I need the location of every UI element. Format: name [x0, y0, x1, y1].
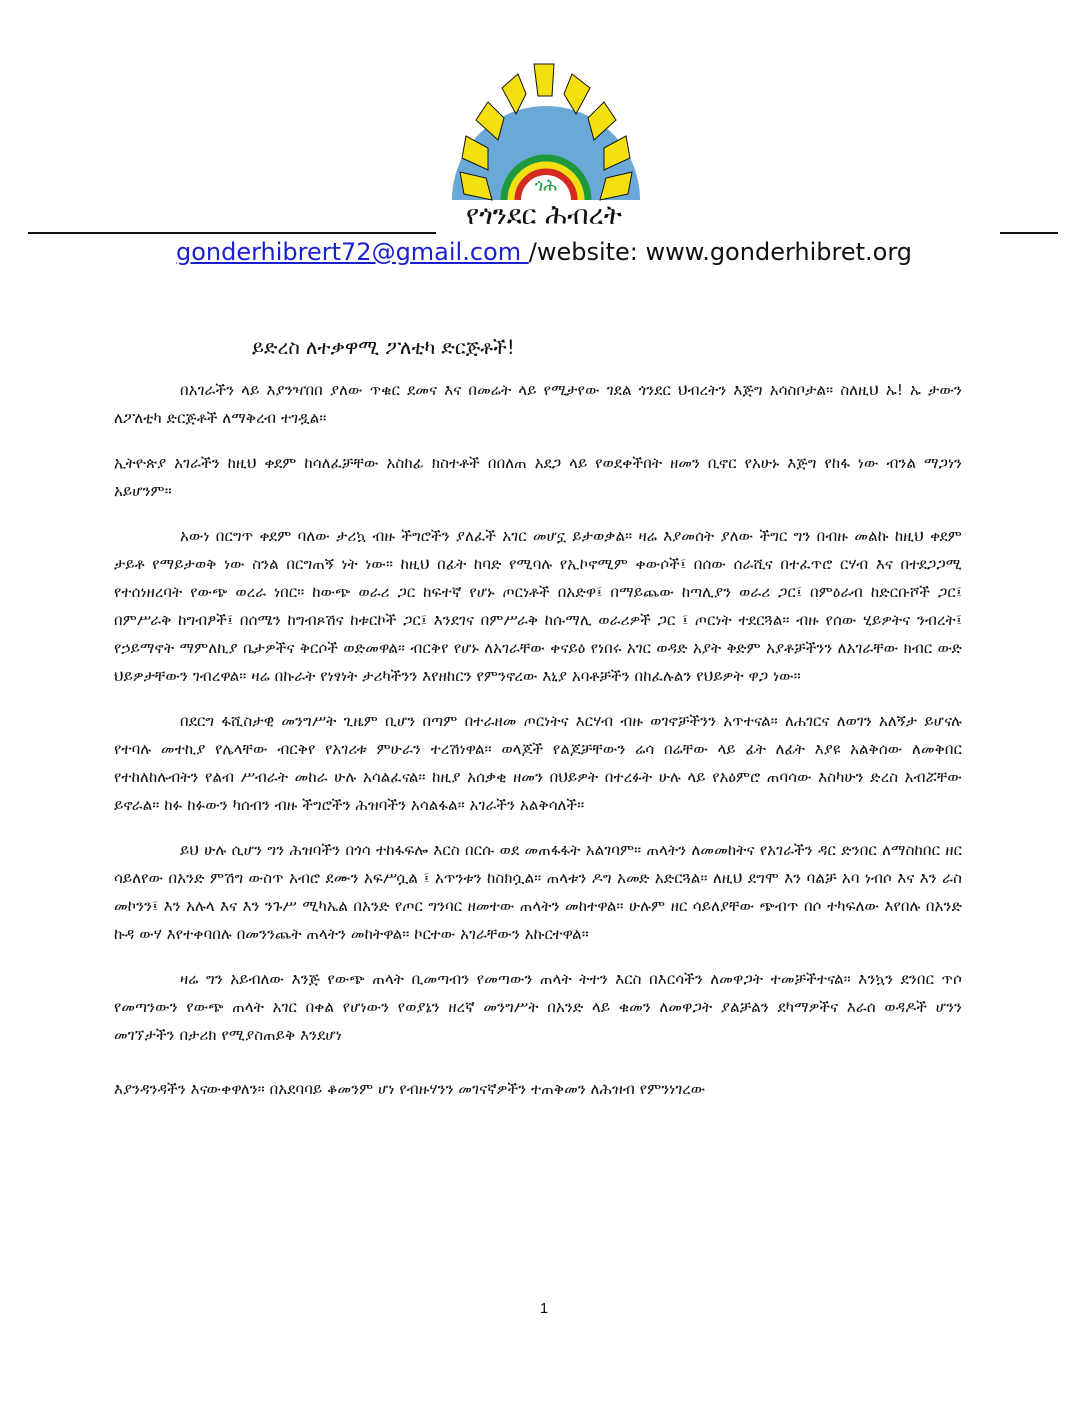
paragraph: እያንዳንዳችን እናውቀዋለን። በአደባባይ ቆመንም ሆነ የብዙሃንን መገናኛዎችን ተጠቅመን ለሕዝብ የምንነገረው	[114, 1080, 706, 1098]
logo-text: ጎሕ	[534, 176, 558, 196]
paragraph: አውነ በርግጥ ቀደም ባለው ታሪኳ ብዙ ችግሮችን ያለፈች አገር መሆኗ ይታወቃል። ዛሬ እያመሰት ያለው ችግር ግን በብዙ መልኩ ከዚህ ቀደም ታይቶ የማይታወቅ ነው ስንል በርግጠኝ ነት ነው። ከዚህ በፊት ከባድ የሚባሉ የኢኮኖሚም ቀውሶች፤ በሰው ሰራሺና በተፈጥሮ ርሃብ እና በተደጋጋሚ የተሰነዘረባት የውጭ ወረራ ነበር። ከውጭ ወራሪ ጋር ከፍተኛ የሆኑ ጦርነቶች በአድዋ፤ በማይጨው ከጣሊያን ወራሪ ጋር፤ በምዕራብ ከድርቡሾች ጋር፤ በምሥራቅ ከግብፆች፤ በሰሜን ከግብጾሽና ከቱርኮች ጋር፤ እንደገና በምሥራቅ ከሱማሊ ወራሪዎች ጋር ፤ ጦርነት ተደርጓል። ብዙ የሰው ሂይዎትና ንብረት፤ የኃይማኖት ማምለኪያ ቤታዎችና ቅርሶች ወድመዋል። ብርቅየ የሆኑ ለአገራቸው ቀናይዕ የነበሩ አገር ወዳድ አያት ቅድም አያቶቻችንን ለአገራቸው ክብር ውድ ህይዎታቸውን ገብረዋል። ዛሬ በኩራት የነፃነት ታሪካችንን እየዘከርን የምንኖረው እኒያ አባቶቻችን በከፈሉልን የህይዎት ዋጋ ነው።	[114, 527, 962, 685]
letter-greeting: ይድረስ ለተቃዋሚ ፖለቲካ ድርጅቶች!	[252, 336, 515, 359]
email-link[interactable]: gonderhibrert72@gmail.com	[175, 238, 529, 266]
paragraph: ኢትዮጵያ አገራችን ከዚህ ቀደም ከሳለፈቻቸው አስከፊ ክስተቶች በበለጠ አደጋ ላይ የወደቀችበት ዘመን ቢኖር የአሁኑ እጅግ የከፋ ነው ብንል ማጋነን አይሆንም።	[114, 454, 962, 500]
organization-logo	[446, 50, 646, 202]
paragraph: ይህ ሁሉ ሲሆን ግን ሕዝባችን በጎሳ ተከፋፍሎ እርስ በርሱ ወደ መጠፋፋት አልገባም። ጠላትን ለመመከትና የአገራችን ዳር ድንበር ለማስከበር ዘር ሳይለየው በአንድ ምሽግ ውስጥ አብሮ ደሙን አፍሥሷል ፤ አጥንቱን ከስክሷል። ጠላቱን ዶግ አመድ አድርጓል። ለዚህ ደግሞ እን ባልቻ አባ ነብሶ እና እን ራስ መኮንን፤ እን አሉላ እና እን ንጉሥ ሚካኤል በአንድ የጦር ግንባር ዘመተው ጠላትን መከተዋል። ሁሉም ዘር ሳይለያቸው ጭብጥ በሶ ተካፍለው እየበሉ በአንድ ኩዳ ውሃ እየተቀባበሉ በመንንጨት ጠላትን መከትዋል። ኮርተው አገራቸውን አኩርተዋል።	[114, 841, 962, 943]
website-text: /website: www.gonderhibret.org	[528, 238, 913, 266]
contact-line	[0, 238, 1088, 266]
paragraph: በደርግ ፋሺስታዊ መንግሥት ጊዜም ቢሆን በጣም በተራዘመ ጦርነትና እርሃብ ብዙ ወገኖቻችንን አጥተናል። ለሐገርና ለወገን አለኝታ ይሆናሉ የተባሉ መተኪያ የሌላቸው ብርቅየ የአገሪቱ ምሁራን ተረሽነዋል። ወላጆች የልጆቻቸውን ሬሳ በሬቸው ላይ ፊት ለፊት እያዩ አልቅሰው ለመቅበር የተከለከሉብትን የልብ ሥብራት መከራ ሁሉ አሳልፈናል። ከዚያ አሰቃቂ ዘመን በህይዎት በተረፉት ሁሉ ላይ የአዕምሮ ጠባሳው እስካሁን ድረስ አብሯቸው ይኖራል። ከፉ ከፉውን ካሰብን ብዙ ችግሮችን ሕዝባችን አሳልፋል። አገራችን አልቅሳለች።	[114, 712, 962, 814]
paragraph: በአገራችን ላይ እያንዣበበ ያለው ጥቁር ደመና እና በመሬት ላይ የሚታየው ገደል ጎንደር ህብረትን እጅግ አሳስቦታል። ስለዚህ ኡ! ኡ ታውን ለፖለቲካ ድርጅቶች ለማቅረብ ተገዷል።	[114, 381, 962, 427]
organization-name: የጎንደር ሕብረት	[466, 200, 622, 231]
header-rule-right	[1000, 232, 1058, 234]
page-number: 1	[539, 1300, 549, 1317]
paragraph: ዛሬ ግን አይብለው እንጅ የውጭ ጠላት ቢመጣብን የመጣውን ጠላት ትተን እርስ በእርሳችን ለመዋጋት ተመቻችተናል። እንኳን ደንበር ጥሶ የመጣንውን የውጭ ጠላት አገር በቀል የሆነውን የወያኔን ዘረኛ መንግሥት በአንድ ላይ ቁመን ለመዋጋት ያልቻልን ደካማዎችና እራሰ ወዳዶች ሆንን መገኘታችን በታሪክ የሚያስጠይቅ እንደሆነ	[114, 970, 962, 1044]
letter-body	[114, 376, 962, 1120]
header-rule-left	[28, 232, 436, 234]
